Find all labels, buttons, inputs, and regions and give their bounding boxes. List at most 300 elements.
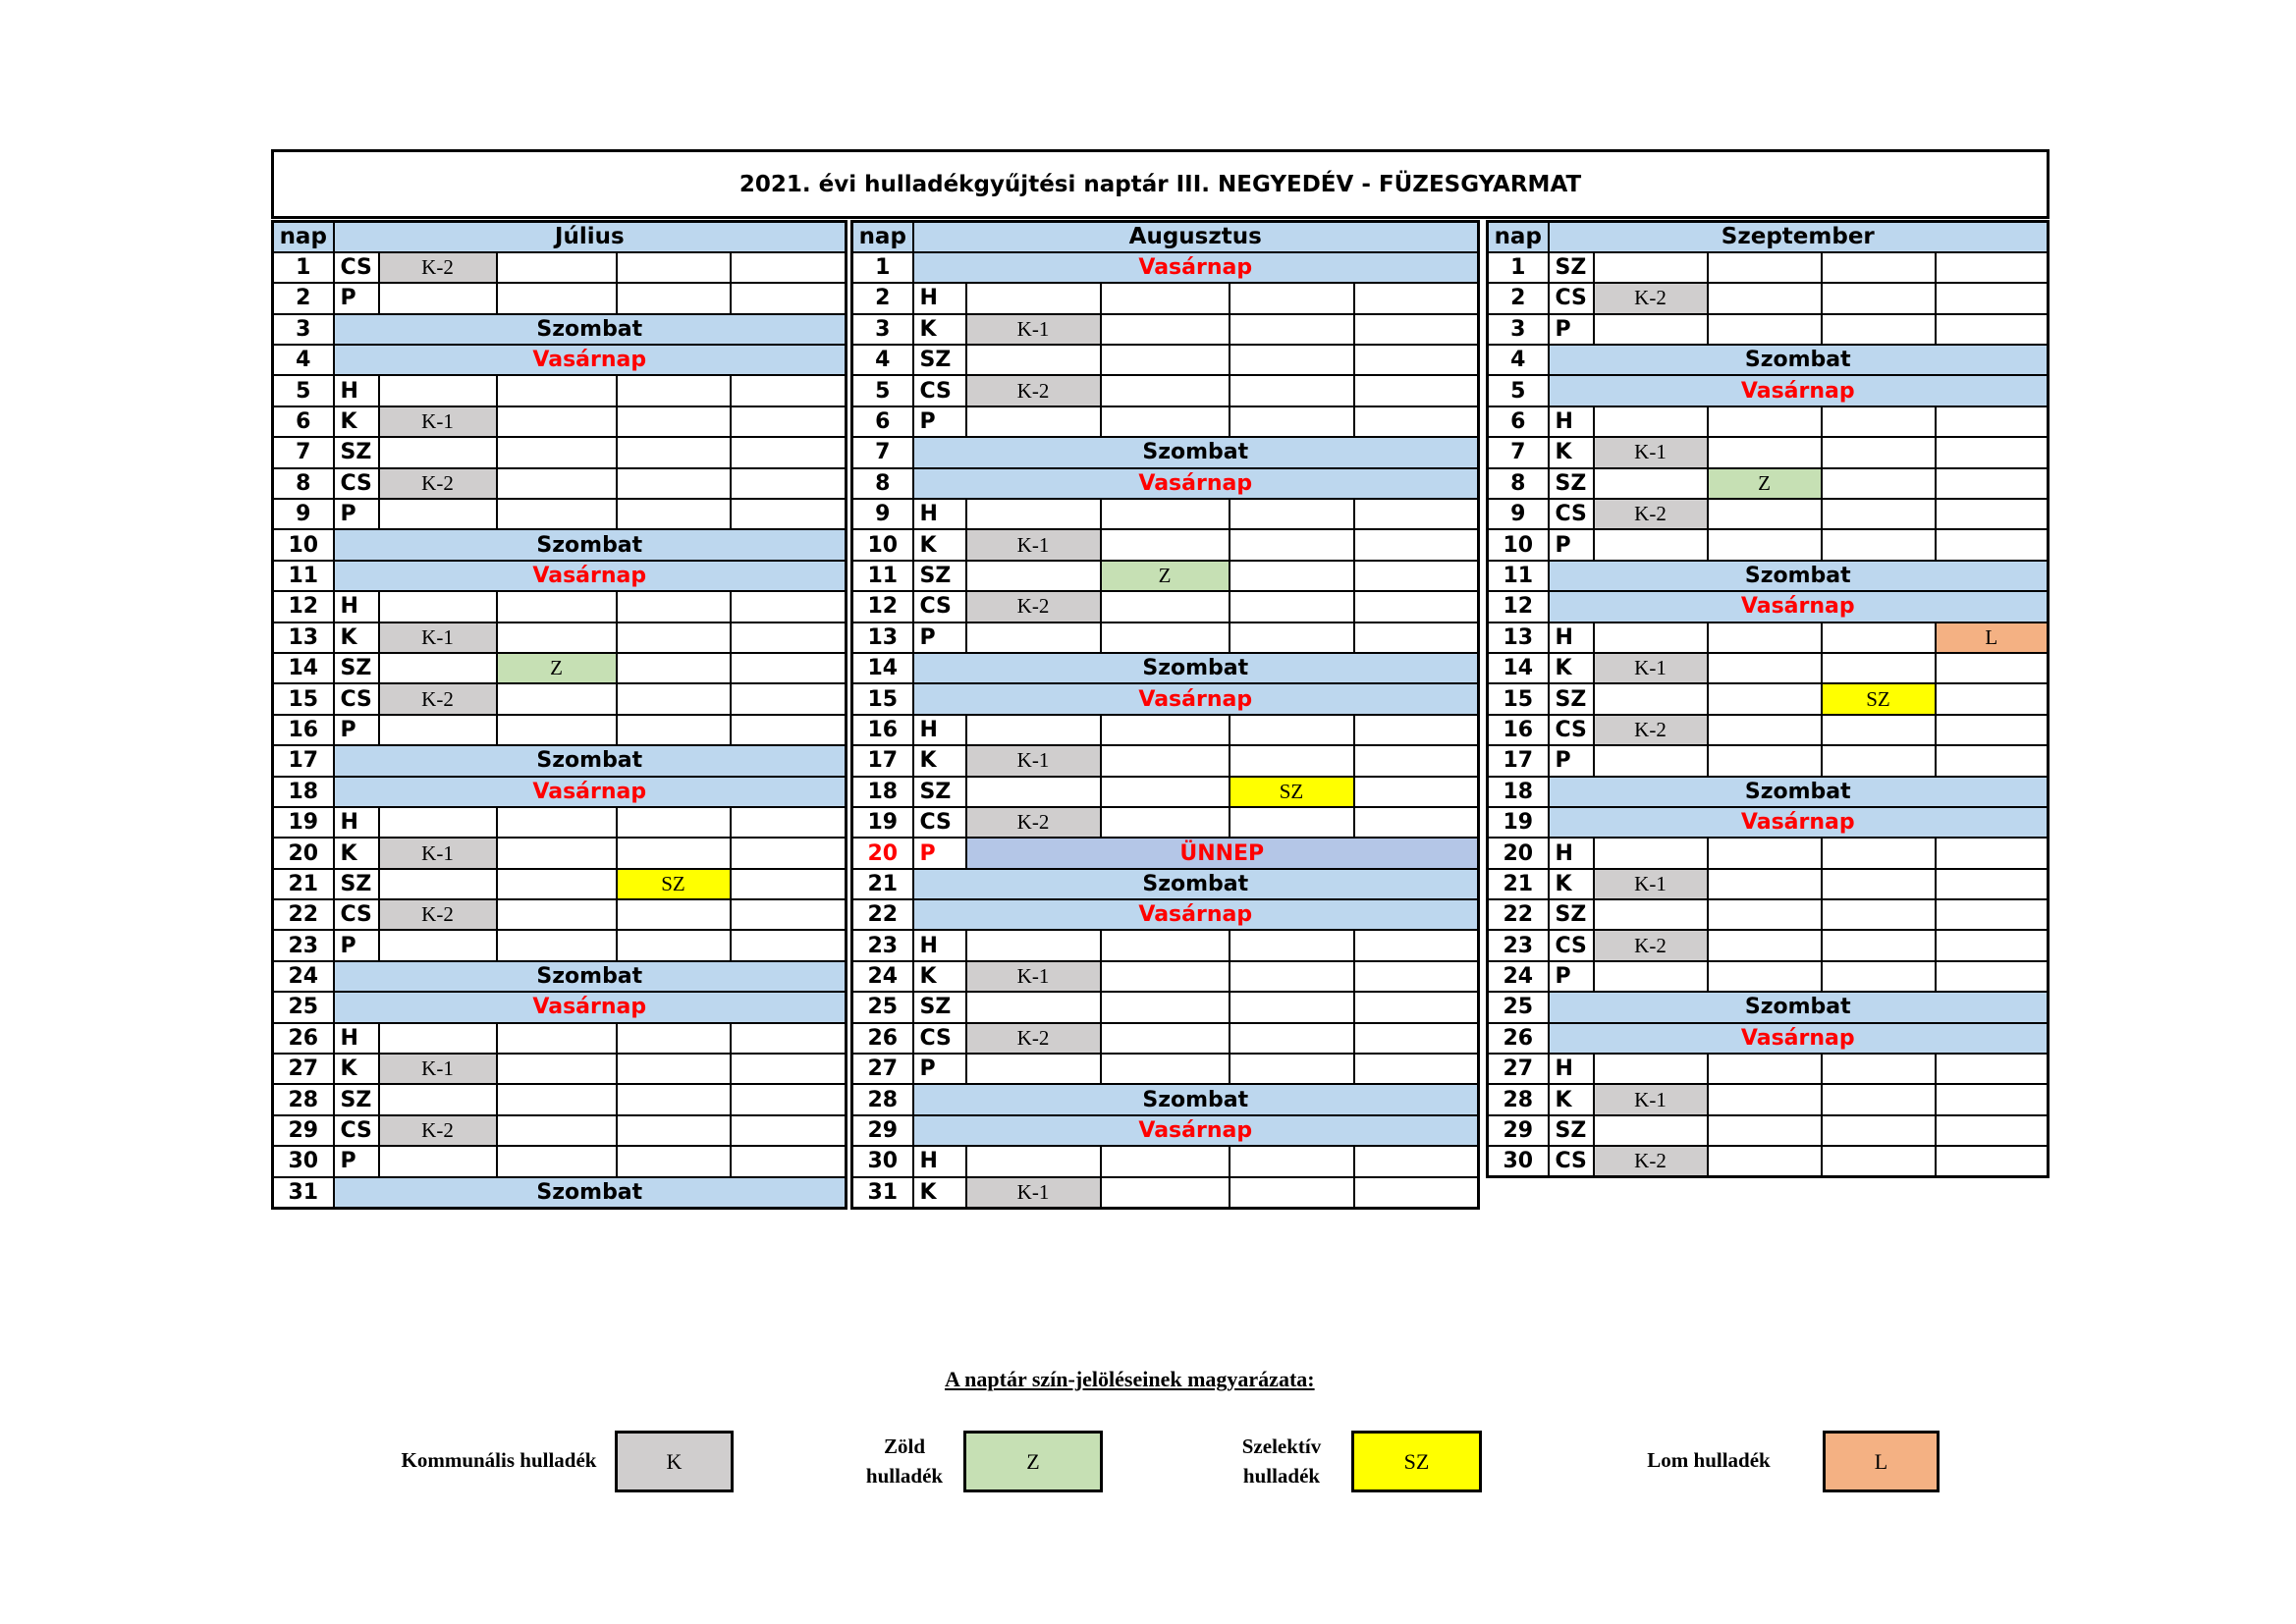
empty-cell <box>1822 1146 1936 1176</box>
day-number: 14 <box>852 653 913 683</box>
day-number: 28 <box>273 1084 334 1114</box>
empty-cell <box>731 1054 847 1084</box>
weekday-abbr: K <box>913 961 966 992</box>
empty-cell <box>1101 623 1230 653</box>
empty-cell <box>1230 375 1354 406</box>
empty-cell <box>1354 591 1479 622</box>
weekday-abbr: K <box>913 314 966 345</box>
month-header-row <box>273 222 847 252</box>
day-number: 4 <box>852 345 913 375</box>
month-table-august <box>850 220 1480 1210</box>
collection-cell: K-1 <box>966 745 1101 776</box>
day-number: 14 <box>273 653 334 683</box>
weekday-abbr: H <box>1549 623 1594 653</box>
collection-cell: K-1 <box>1594 653 1708 683</box>
day-number: 25 <box>273 992 334 1022</box>
weekday-abbr: H <box>334 1023 379 1054</box>
empty-cell <box>1936 314 2049 345</box>
empty-cell <box>1354 499 1479 529</box>
empty-cell <box>617 283 731 313</box>
empty-cell <box>1708 930 1822 960</box>
saturday-row-label: Szombat <box>913 869 1479 899</box>
legend-label-communal: Kommunális hulladék <box>401 1448 597 1472</box>
empty-cell <box>617 375 731 406</box>
empty-cell <box>379 437 497 467</box>
empty-cell <box>731 899 847 930</box>
day-row <box>1488 653 2049 683</box>
empty-cell <box>1936 869 2049 899</box>
collection-cell: K-1 <box>966 961 1101 992</box>
empty-cell <box>1822 252 1936 283</box>
day-row <box>1488 252 2049 283</box>
empty-cell <box>1708 437 1822 467</box>
empty-cell <box>1708 899 1822 930</box>
empty-cell <box>1101 345 1230 375</box>
empty-cell <box>1936 745 2049 776</box>
weekday-abbr: H <box>1549 1054 1594 1084</box>
empty-cell <box>497 683 617 714</box>
day-row <box>273 807 847 838</box>
empty-cell <box>1822 869 1936 899</box>
empty-cell <box>1230 406 1354 437</box>
empty-cell <box>1101 1177 1230 1208</box>
empty-cell <box>1936 961 2049 992</box>
day-row <box>1488 683 2049 714</box>
empty-cell <box>1101 406 1230 437</box>
weekday-abbr: P <box>334 715 379 745</box>
day-number: 9 <box>273 499 334 529</box>
weekday-abbr: CS <box>913 1023 966 1054</box>
day-row <box>1488 899 2049 930</box>
collection-cell: K-1 <box>379 838 497 868</box>
empty-cell <box>1822 529 1936 560</box>
empty-cell <box>497 437 617 467</box>
weekday-abbr: P <box>334 283 379 313</box>
weekday-abbr: P <box>334 1146 379 1176</box>
day-number: 20 <box>852 838 913 868</box>
day-number: 8 <box>273 468 334 499</box>
collection-cell: K-2 <box>966 1023 1101 1054</box>
day-number: 23 <box>273 930 334 960</box>
day-number: 5 <box>1488 375 1549 406</box>
empty-cell <box>1354 1054 1479 1084</box>
weekday-abbr: CS <box>1549 1146 1594 1176</box>
empty-cell <box>1354 807 1479 838</box>
day-number: 26 <box>852 1023 913 1054</box>
day-number: 4 <box>1488 345 1549 375</box>
month-table-september <box>1486 220 2050 1178</box>
empty-cell <box>1101 375 1230 406</box>
day-row <box>1488 1146 2049 1176</box>
day-number: 24 <box>273 961 334 992</box>
empty-cell <box>1101 591 1230 622</box>
saturday-row-label: Szombat <box>334 1177 847 1208</box>
empty-cell <box>1936 838 2049 868</box>
empty-cell <box>1708 1084 1822 1114</box>
weekday-abbr: H <box>334 807 379 838</box>
day-row <box>273 838 847 868</box>
empty-cell <box>1230 283 1354 313</box>
empty-cell <box>1230 529 1354 560</box>
day-number: 11 <box>1488 561 1549 591</box>
day-row <box>852 437 1479 467</box>
legend-box-communal: K <box>615 1431 734 1492</box>
empty-cell <box>1936 930 2049 960</box>
empty-cell <box>966 777 1101 807</box>
empty-cell <box>1936 683 2049 714</box>
collection-cell: K-1 <box>966 1177 1101 1208</box>
day-number: 26 <box>273 1023 334 1054</box>
weekday-abbr: P <box>1549 961 1594 992</box>
collection-cell: L <box>1936 623 2049 653</box>
empty-cell <box>497 1054 617 1084</box>
day-row <box>852 715 1479 745</box>
empty-cell <box>1708 499 1822 529</box>
day-row <box>852 992 1479 1022</box>
weekday-abbr: SZ <box>1549 683 1594 714</box>
empty-cell <box>1708 1115 1822 1146</box>
day-number: 3 <box>1488 314 1549 345</box>
day-row <box>1488 437 2049 467</box>
empty-cell <box>1230 1146 1354 1176</box>
empty-cell <box>1936 1084 2049 1114</box>
empty-cell <box>497 838 617 868</box>
empty-cell <box>497 499 617 529</box>
month-header-row <box>1488 222 2049 252</box>
saturday-row-label: Szombat <box>334 529 847 560</box>
empty-cell <box>731 683 847 714</box>
day-row <box>273 653 847 683</box>
empty-cell <box>731 807 847 838</box>
empty-cell <box>1230 1023 1354 1054</box>
empty-cell <box>1936 252 2049 283</box>
empty-cell <box>1354 375 1479 406</box>
collection-cell: K-1 <box>1594 437 1708 467</box>
empty-cell <box>1936 653 2049 683</box>
empty-cell <box>731 406 847 437</box>
sunday-row-label: Vasárnap <box>1549 591 2049 622</box>
day-number: 20 <box>1488 838 1549 868</box>
empty-cell <box>497 468 617 499</box>
empty-cell <box>731 869 847 899</box>
day-row <box>273 777 847 807</box>
day-row <box>1488 1054 2049 1084</box>
weekday-abbr: CS <box>913 375 966 406</box>
empty-cell <box>379 591 497 622</box>
weekday-abbr: SZ <box>1549 468 1594 499</box>
day-row <box>852 375 1479 406</box>
empty-cell <box>1708 623 1822 653</box>
collection-cell: K-2 <box>1594 1146 1708 1176</box>
empty-cell <box>617 1084 731 1114</box>
empty-cell <box>617 437 731 467</box>
collection-cell: Z <box>1708 468 1822 499</box>
day-row <box>1488 345 2049 375</box>
day-row <box>852 529 1479 560</box>
weekday-abbr: P <box>913 1054 966 1084</box>
empty-cell <box>1822 1115 1936 1146</box>
empty-cell <box>1708 745 1822 776</box>
weekday-abbr: SZ <box>1549 899 1594 930</box>
sunday-row-label: Vasárnap <box>913 683 1479 714</box>
empty-cell <box>1708 869 1822 899</box>
empty-cell <box>497 1023 617 1054</box>
day-number: 13 <box>852 623 913 653</box>
day-row <box>273 1084 847 1114</box>
day-number: 25 <box>1488 992 1549 1022</box>
collection-cell: Z <box>1101 561 1230 591</box>
empty-cell <box>617 838 731 868</box>
day-number: 15 <box>273 683 334 714</box>
day-row <box>1488 1023 2049 1054</box>
day-number: 30 <box>1488 1146 1549 1176</box>
day-number: 16 <box>852 715 913 745</box>
empty-cell <box>1708 406 1822 437</box>
legend-box-green: Z <box>963 1431 1103 1492</box>
day-row <box>1488 314 2049 345</box>
empty-cell <box>617 1115 731 1146</box>
empty-cell <box>1822 930 1936 960</box>
empty-cell <box>1354 930 1479 960</box>
empty-cell <box>731 437 847 467</box>
weekday-abbr: H <box>1549 406 1594 437</box>
empty-cell <box>379 807 497 838</box>
weekday-abbr: K <box>1549 1084 1594 1114</box>
empty-cell <box>617 807 731 838</box>
collection-cell: K-2 <box>1594 283 1708 313</box>
weekday-abbr: P <box>334 930 379 960</box>
day-number: 14 <box>1488 653 1549 683</box>
day-number: 1 <box>1488 252 1549 283</box>
weekday-abbr: P <box>334 499 379 529</box>
empty-cell <box>1708 838 1822 868</box>
weekday-abbr: P <box>1549 314 1594 345</box>
empty-cell <box>1936 468 2049 499</box>
empty-cell <box>1594 961 1708 992</box>
empty-cell <box>1230 715 1354 745</box>
empty-cell <box>1594 406 1708 437</box>
empty-cell <box>1822 745 1936 776</box>
empty-cell <box>617 1054 731 1084</box>
collection-cell: SZ <box>617 869 731 899</box>
weekday-abbr: CS <box>334 683 379 714</box>
sunday-row-label: Vasárnap <box>1549 375 2049 406</box>
day-number: 13 <box>1488 623 1549 653</box>
collection-cell: K-1 <box>379 406 497 437</box>
empty-cell <box>617 899 731 930</box>
nap-header: nap <box>273 222 334 252</box>
day-number: 10 <box>273 529 334 560</box>
day-row <box>273 992 847 1022</box>
weekday-abbr: CS <box>334 252 379 283</box>
day-number: 10 <box>1488 529 1549 560</box>
day-number: 7 <box>1488 437 1549 467</box>
empty-cell <box>379 653 497 683</box>
sunday-row-label: Vasárnap <box>334 345 847 375</box>
empty-cell <box>966 561 1101 591</box>
empty-cell <box>731 1023 847 1054</box>
empty-cell <box>1936 1054 2049 1084</box>
day-number: 24 <box>1488 961 1549 992</box>
day-number: 9 <box>852 499 913 529</box>
day-row <box>852 683 1479 714</box>
day-row <box>273 745 847 776</box>
empty-cell <box>1101 807 1230 838</box>
empty-cell <box>497 1115 617 1146</box>
empty-cell <box>1354 283 1479 313</box>
sunday-row-label: Vasárnap <box>913 468 1479 499</box>
day-number: 1 <box>852 252 913 283</box>
weekday-abbr: P <box>913 406 966 437</box>
saturday-row-label: Szombat <box>334 961 847 992</box>
weekday-abbr: SZ <box>334 1084 379 1114</box>
legend-box-bulky: L <box>1823 1431 1940 1492</box>
day-number: 30 <box>852 1146 913 1176</box>
day-row <box>852 838 1479 868</box>
weekday-abbr: H <box>913 930 966 960</box>
empty-cell <box>1594 683 1708 714</box>
day-row <box>852 623 1479 653</box>
empty-cell <box>617 468 731 499</box>
day-number: 22 <box>273 899 334 930</box>
empty-cell <box>1101 961 1230 992</box>
empty-cell <box>1822 1054 1936 1084</box>
day-row <box>273 591 847 622</box>
day-row <box>1488 715 2049 745</box>
day-row <box>1488 375 2049 406</box>
empty-cell <box>379 869 497 899</box>
holiday-label: ÜNNEP <box>966 838 1479 868</box>
day-row <box>852 283 1479 313</box>
collection-cell: K-2 <box>1594 715 1708 745</box>
weekday-abbr: K <box>1549 437 1594 467</box>
day-number: 24 <box>852 961 913 992</box>
collection-cell: K-1 <box>1594 1084 1708 1114</box>
empty-cell <box>1101 992 1230 1022</box>
weekday-abbr: H <box>334 591 379 622</box>
day-row <box>852 745 1479 776</box>
weekday-abbr: CS <box>1549 499 1594 529</box>
saturday-row-label: Szombat <box>1549 777 2049 807</box>
empty-cell <box>1230 745 1354 776</box>
day-number: 4 <box>273 345 334 375</box>
day-number: 18 <box>273 777 334 807</box>
weekday-abbr: CS <box>334 1115 379 1146</box>
weekday-abbr: K <box>1549 653 1594 683</box>
empty-cell <box>966 499 1101 529</box>
day-row <box>273 499 847 529</box>
empty-cell <box>1708 314 1822 345</box>
day-row <box>273 961 847 992</box>
day-row <box>1488 838 2049 868</box>
empty-cell <box>1594 1054 1708 1084</box>
saturday-row-label: Szombat <box>913 437 1479 467</box>
collection-cell: K-1 <box>379 623 497 653</box>
calendar-frame <box>271 149 2050 1336</box>
day-row <box>273 683 847 714</box>
weekday-abbr: H <box>913 1146 966 1176</box>
empty-cell <box>1594 899 1708 930</box>
sunday-row-label: Vasárnap <box>334 561 847 591</box>
empty-cell <box>1708 252 1822 283</box>
weekday-abbr: H <box>913 283 966 313</box>
empty-cell <box>1101 777 1230 807</box>
day-number: 27 <box>273 1054 334 1084</box>
day-number: 27 <box>1488 1054 1549 1084</box>
day-number: 17 <box>1488 745 1549 776</box>
empty-cell <box>731 591 847 622</box>
empty-cell <box>1822 1084 1936 1114</box>
empty-cell <box>1822 314 1936 345</box>
day-number: 3 <box>852 314 913 345</box>
empty-cell <box>1354 777 1479 807</box>
empty-cell <box>1708 1054 1822 1084</box>
empty-cell <box>966 623 1101 653</box>
day-number: 6 <box>852 406 913 437</box>
day-row <box>852 930 1479 960</box>
empty-cell <box>731 838 847 868</box>
empty-cell <box>617 499 731 529</box>
weekday-abbr: CS <box>1549 715 1594 745</box>
day-row <box>273 252 847 283</box>
day-row <box>273 1177 847 1208</box>
empty-cell <box>1230 807 1354 838</box>
empty-cell <box>1354 715 1479 745</box>
day-row <box>852 406 1479 437</box>
day-row <box>273 345 847 375</box>
collection-cell: K-2 <box>966 375 1101 406</box>
empty-cell <box>1101 930 1230 960</box>
empty-cell <box>731 252 847 283</box>
empty-cell <box>1708 1146 1822 1176</box>
day-row <box>1488 1115 2049 1146</box>
empty-cell <box>1354 1177 1479 1208</box>
empty-cell <box>1101 529 1230 560</box>
empty-cell <box>1230 591 1354 622</box>
day-row <box>852 468 1479 499</box>
empty-cell <box>966 406 1101 437</box>
empty-cell <box>1101 715 1230 745</box>
empty-cell <box>1594 838 1708 868</box>
empty-cell <box>1230 345 1354 375</box>
day-number: 15 <box>1488 683 1549 714</box>
weekday-abbr: P <box>1549 529 1594 560</box>
saturday-row-label: Szombat <box>334 745 847 776</box>
weekday-abbr: P <box>913 838 966 868</box>
saturday-row-label: Szombat <box>913 653 1479 683</box>
day-number: 21 <box>1488 869 1549 899</box>
empty-cell <box>1822 653 1936 683</box>
day-number: 31 <box>852 1177 913 1208</box>
empty-cell <box>731 653 847 683</box>
empty-cell <box>1822 437 1936 467</box>
month-table-july <box>271 220 847 1210</box>
day-row <box>273 283 847 313</box>
day-row <box>852 899 1479 930</box>
empty-cell <box>497 1146 617 1176</box>
empty-cell <box>379 1084 497 1114</box>
weekday-abbr: H <box>334 375 379 406</box>
empty-cell <box>1708 715 1822 745</box>
day-number: 28 <box>1488 1084 1549 1114</box>
day-row <box>1488 869 2049 899</box>
day-number: 22 <box>1488 899 1549 930</box>
day-row <box>273 1054 847 1084</box>
weekday-abbr: SZ <box>334 437 379 467</box>
day-number: 8 <box>1488 468 1549 499</box>
legend-title: A naptár szín-jelöléseinek magyarázata: <box>945 1367 1315 1391</box>
collection-cell: K-2 <box>966 591 1101 622</box>
